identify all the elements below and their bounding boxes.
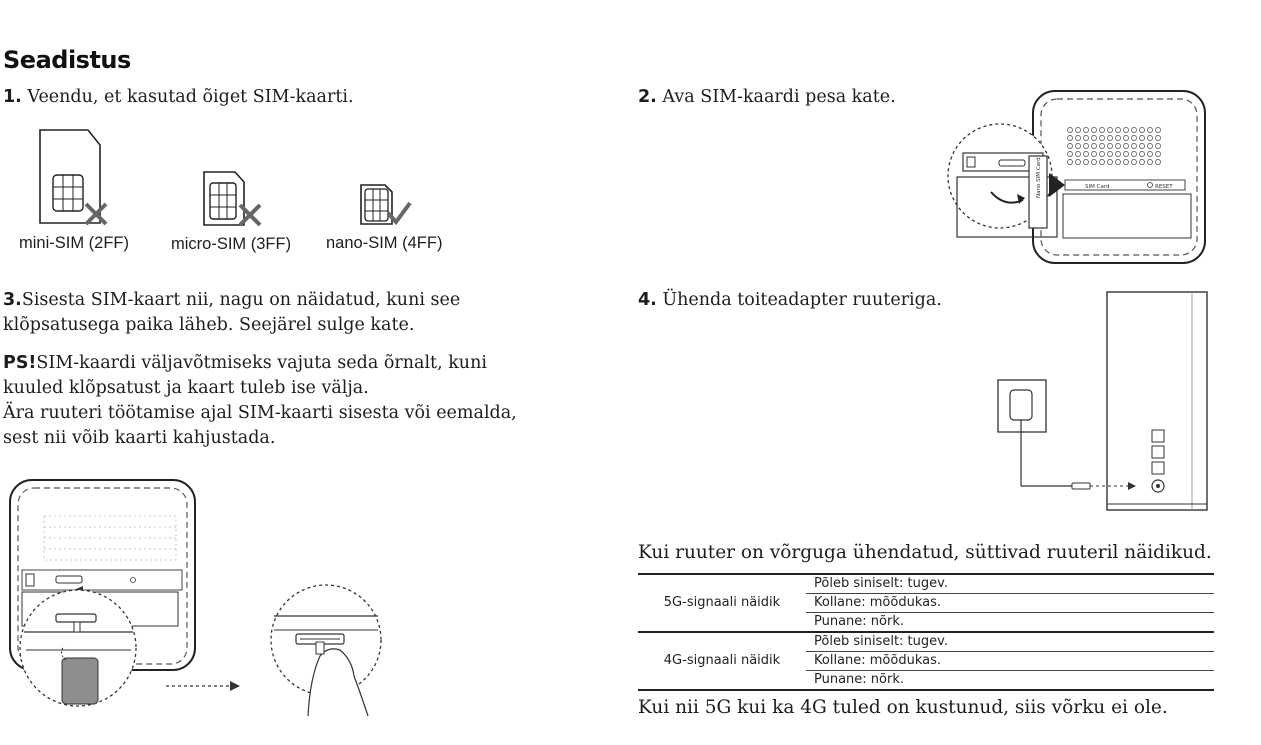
step-2	[638, 85, 896, 110]
ps-line-2: kuuled klõpsatust ja kaart tuleb ise välja.	[3, 378, 369, 398]
step-1	[3, 85, 354, 110]
step-1-number: 1.	[3, 87, 22, 107]
sim-insertion-illustration	[8, 478, 388, 718]
sim-label-mini: mini-SIM (2FF)	[19, 234, 129, 252]
step-2-text: Ava SIM-kaardi pesa kate.	[662, 87, 896, 107]
power-adapter-illustration	[990, 290, 1215, 515]
micro-sim-icon	[204, 172, 244, 225]
step-4	[638, 288, 942, 313]
ps-line-4: sest nii võib kaarti kahjustada.	[3, 428, 276, 448]
table-row	[638, 632, 1214, 652]
step-3-line-1: Sisesta SIM-kaart nii, nagu on näidatud, kuni see	[21, 290, 461, 310]
page-title: Seadistus	[3, 46, 131, 74]
step-4-text: Ühenda toiteadapter ruuteriga.	[662, 290, 942, 310]
step-3-number: 3.	[3, 290, 22, 310]
signal-4g-name: 4G-signaali näidik	[663, 653, 781, 668]
step-4-number: 4.	[638, 290, 657, 310]
status-intro: Kui ruuter on võrguga ühendatud, süttivad ruuteril näidikud.	[638, 542, 1212, 563]
signal-4g-state-2: Kollane: mõõdukas.	[806, 652, 1214, 671]
sim-card-label: SIM Card	[1085, 184, 1110, 190]
sim-label-micro: micro-SIM (3FF)	[171, 235, 292, 253]
signal-4g-state-1: Põleb siniselt: tugev.	[806, 632, 1214, 652]
signal-5g-name: 5G-signaali näidik	[663, 595, 781, 610]
footer-note: Kui nii 5G kui ka 4G tuled on kustunud, siis võrku ei ole.	[638, 697, 1168, 718]
ps-line-1: SIM-kaardi väljavõtmiseks vajuta seda õrnalt, kuni	[36, 353, 487, 373]
signal-5g-state-2: Kollane: mõõdukas.	[806, 594, 1214, 613]
nano-sim-icon	[361, 185, 392, 224]
step-3-line-2: klõpsatusega paika läheb. Seejärel sulge kate.	[3, 315, 415, 335]
sim-types-illustration	[30, 125, 430, 230]
power-adapter-icon	[1010, 390, 1032, 420]
reset-label: RESET	[1155, 184, 1173, 190]
signal-5g-state-3: Punane: nõrk.	[814, 614, 905, 629]
ps-note	[3, 351, 517, 451]
step-2-number: 2.	[638, 87, 657, 107]
nano-sim-card-slot	[1029, 156, 1047, 228]
signal-table	[638, 573, 1214, 691]
step-3	[3, 288, 460, 338]
step-1-text: Veendu, et kasutad õiget SIM-kaarti.	[27, 87, 354, 107]
signal-4g-state-3: Punane: nõrk.	[814, 672, 905, 687]
ps-line-3: Ära ruuteri töötamise ajal SIM-kaarti sisesta või eemalda,	[3, 403, 517, 423]
sim-card-icon	[62, 658, 98, 704]
signal-5g-state-1: Põleb siniselt: tugev.	[806, 574, 1214, 594]
ps-label: PS!	[3, 353, 37, 373]
router-sim-cover-illustration	[945, 88, 1210, 268]
nano-sim-card-label: Nano SIM Card	[1036, 157, 1042, 198]
table-row	[638, 574, 1214, 594]
sim-label-nano: nano-SIM (4FF)	[326, 234, 443, 252]
